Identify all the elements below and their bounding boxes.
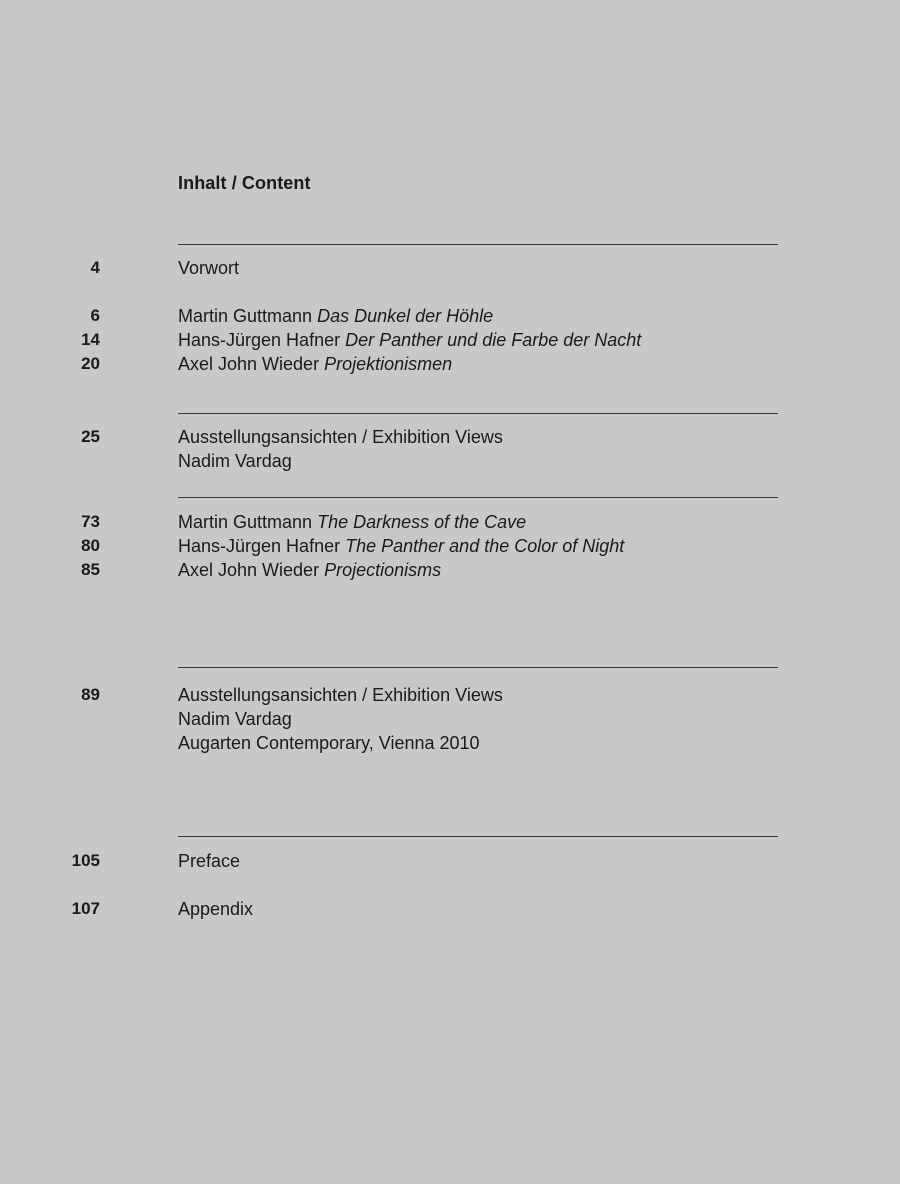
toc-entry-appendix[interactable] <box>0 899 900 923</box>
toc-entry-preface[interactable] <box>0 851 900 875</box>
entry-author: Axel John Wieder <box>178 354 320 374</box>
entry-text <box>178 536 624 557</box>
entry-text <box>178 512 526 533</box>
page-number: 4 <box>90 258 100 277</box>
entry-line: Nadim Vardag <box>178 709 292 729</box>
page-number: 14 <box>81 330 100 349</box>
entry-title: Projektionismen <box>324 354 453 374</box>
entry-line: Nadim Vardag <box>178 451 292 471</box>
entry-author: Hans-Jürgen Hafner <box>178 536 341 556</box>
toc-entry[interactable] <box>0 560 900 584</box>
divider-rule <box>178 497 778 498</box>
divider-rule <box>178 836 778 837</box>
entry-line: Ausstellungsansichten / Exhibition Views <box>178 685 503 705</box>
toc-entry-exhibition-views[interactable] <box>0 685 900 709</box>
entry-title: Das Dunkel der Höhle <box>317 306 494 326</box>
toc-entry-vorwort[interactable] <box>0 258 900 282</box>
toc-entry-exhibition-views[interactable] <box>0 427 900 451</box>
contents-heading: Inhalt / Content <box>178 173 311 193</box>
toc-entry-subline <box>0 733 900 757</box>
entry-text <box>178 560 441 581</box>
toc-entry-subline <box>0 709 900 733</box>
entry-text <box>178 306 493 327</box>
entry-title: Preface <box>178 851 241 871</box>
entry-line: Augarten Contemporary, Vienna 2010 <box>178 733 480 753</box>
entry-line: Ausstellungsansichten / Exhibition Views <box>178 427 503 447</box>
toc-entry[interactable] <box>0 354 900 378</box>
entry-author: Martin Guttmann <box>178 512 313 532</box>
entry-title: Der Panther und die Farbe der Nacht <box>345 330 642 350</box>
entry-title: Appendix <box>178 899 254 919</box>
entry-author: Martin Guttmann <box>178 306 313 326</box>
entry-title: The Panther and the Color of Night <box>345 536 625 556</box>
page-number: 80 <box>81 536 100 555</box>
entry-text <box>178 354 452 375</box>
toc-entry[interactable] <box>0 306 900 330</box>
entry-author: Axel John Wieder <box>178 560 320 580</box>
page-number: 107 <box>71 899 100 918</box>
toc-entry[interactable] <box>0 536 900 560</box>
divider-rule <box>178 667 778 668</box>
page-number: 105 <box>71 851 100 870</box>
toc-entry[interactable] <box>0 512 900 536</box>
page-number: 6 <box>90 306 100 325</box>
page-number: 85 <box>81 560 100 579</box>
divider-rule <box>178 413 778 414</box>
toc-entry-subline <box>0 451 900 475</box>
page-number: 20 <box>81 354 100 373</box>
entry-text <box>178 330 641 351</box>
entry-author: Hans-Jürgen Hafner <box>178 330 341 350</box>
page-number: 25 <box>81 427 100 446</box>
toc-entry[interactable] <box>0 330 900 354</box>
entry-title: Projectionisms <box>324 560 442 580</box>
entry-title: Vorwort <box>178 258 240 278</box>
page-number: 89 <box>81 685 100 704</box>
divider-rule <box>178 244 778 245</box>
entry-title: The Darkness of the Cave <box>317 512 527 532</box>
page-number: 73 <box>81 512 100 531</box>
